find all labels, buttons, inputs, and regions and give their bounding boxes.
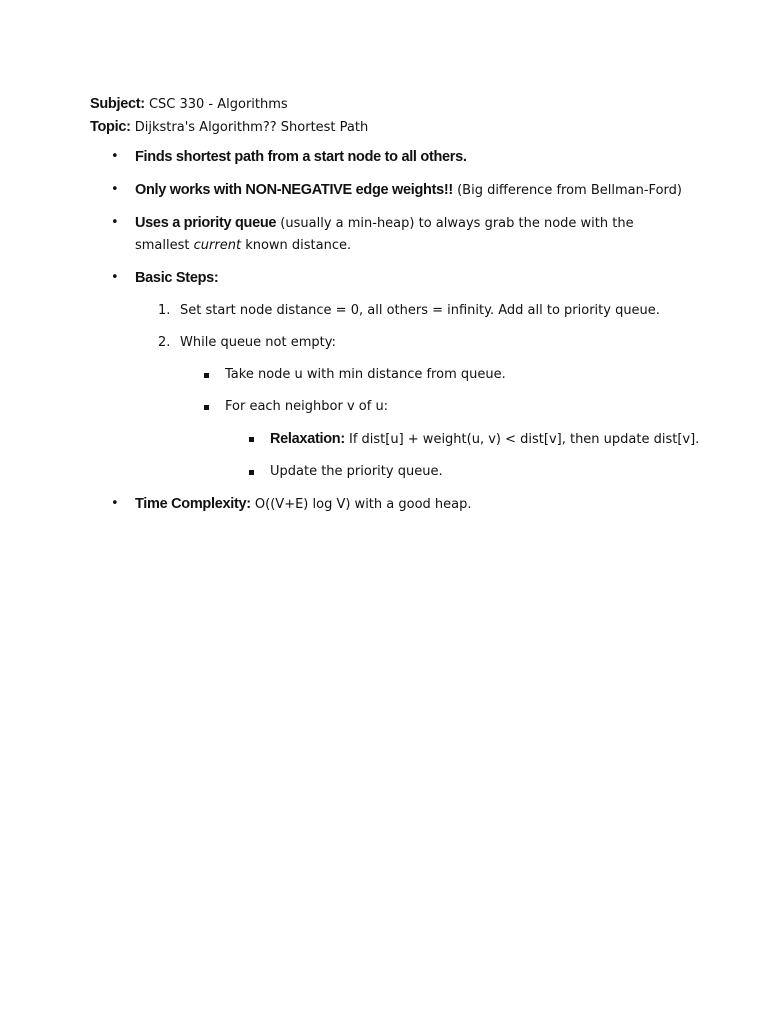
step-number: 2. [158, 335, 171, 350]
bullet-icon: • [111, 149, 119, 164]
substep-text: For each neighbor v of u: [225, 399, 389, 414]
bullet-icon: • [111, 215, 119, 230]
item-text: O((V+E) log V) with a good heap. [250, 497, 472, 512]
square-bullet-icon [249, 437, 254, 442]
item-bold-text: Time Complexity: [135, 496, 251, 512]
step-text: Set start node distance = 0, all others = infinity. Add all to priority queue. [180, 303, 660, 318]
item-italic-text: current [193, 238, 242, 253]
item-bold-text: Basic Steps: [135, 270, 219, 286]
subject-value: CSC 330 - Algorithms [144, 97, 288, 112]
bullet-icon: • [111, 270, 119, 285]
item-bold-text: Only works with NON-NEGATIVE edge weights!! [135, 182, 453, 198]
list-item-time-complexity [90, 493, 730, 516]
subsubstep-item [225, 461, 730, 483]
topic-line [90, 116, 730, 139]
step-number: 1. [158, 303, 171, 318]
square-bullet-icon [204, 405, 209, 410]
item-text: (usually a min-heap) to always grab the node with the [276, 216, 634, 231]
square-bullet-icon [249, 470, 254, 475]
subject-label: Subject: [90, 96, 145, 112]
item-text: (Big difference from Bellman-Ford) [452, 183, 682, 198]
notes-list [90, 146, 730, 516]
subject-line [90, 93, 730, 116]
bullet-icon: • [111, 496, 119, 511]
substep-item [180, 364, 730, 386]
item-bold-text: Finds shortest path from a start node to all others. [135, 149, 467, 165]
subsubstep-text: Update the priority queue. [270, 464, 443, 479]
item-text-continued: smallest [135, 238, 194, 253]
substeps-list [180, 364, 730, 483]
item-text-end: known distance. [241, 238, 352, 253]
list-item-basic-steps [90, 267, 730, 483]
topic-value: Dijkstra's Algorithm?? Shortest Path [130, 120, 369, 135]
list-item-non-negative-weights [90, 179, 730, 202]
subsubstep-bold-text: Relaxation: [270, 431, 345, 447]
topic-label: Topic: [90, 119, 131, 135]
document-page [90, 93, 730, 526]
step-item-2 [135, 332, 730, 483]
list-item-finds-shortest-path [90, 146, 730, 169]
subsubstep-item [225, 428, 730, 451]
step-item-1 [135, 300, 730, 322]
steps-list [135, 300, 730, 483]
square-bullet-icon [204, 373, 209, 378]
item-bold-text: Uses a priority queue [135, 215, 277, 231]
substep-item [180, 396, 730, 483]
substep-text: Take node u with min distance from queue. [225, 367, 506, 382]
subsubsteps-list [225, 428, 730, 483]
subsubstep-text: If dist[u] + weight(u, v) < dist[v], then update dist[v]. [344, 432, 700, 447]
step-text: While queue not empty: [180, 335, 336, 350]
bullet-icon: • [111, 182, 119, 197]
list-item-priority-queue [90, 212, 730, 257]
